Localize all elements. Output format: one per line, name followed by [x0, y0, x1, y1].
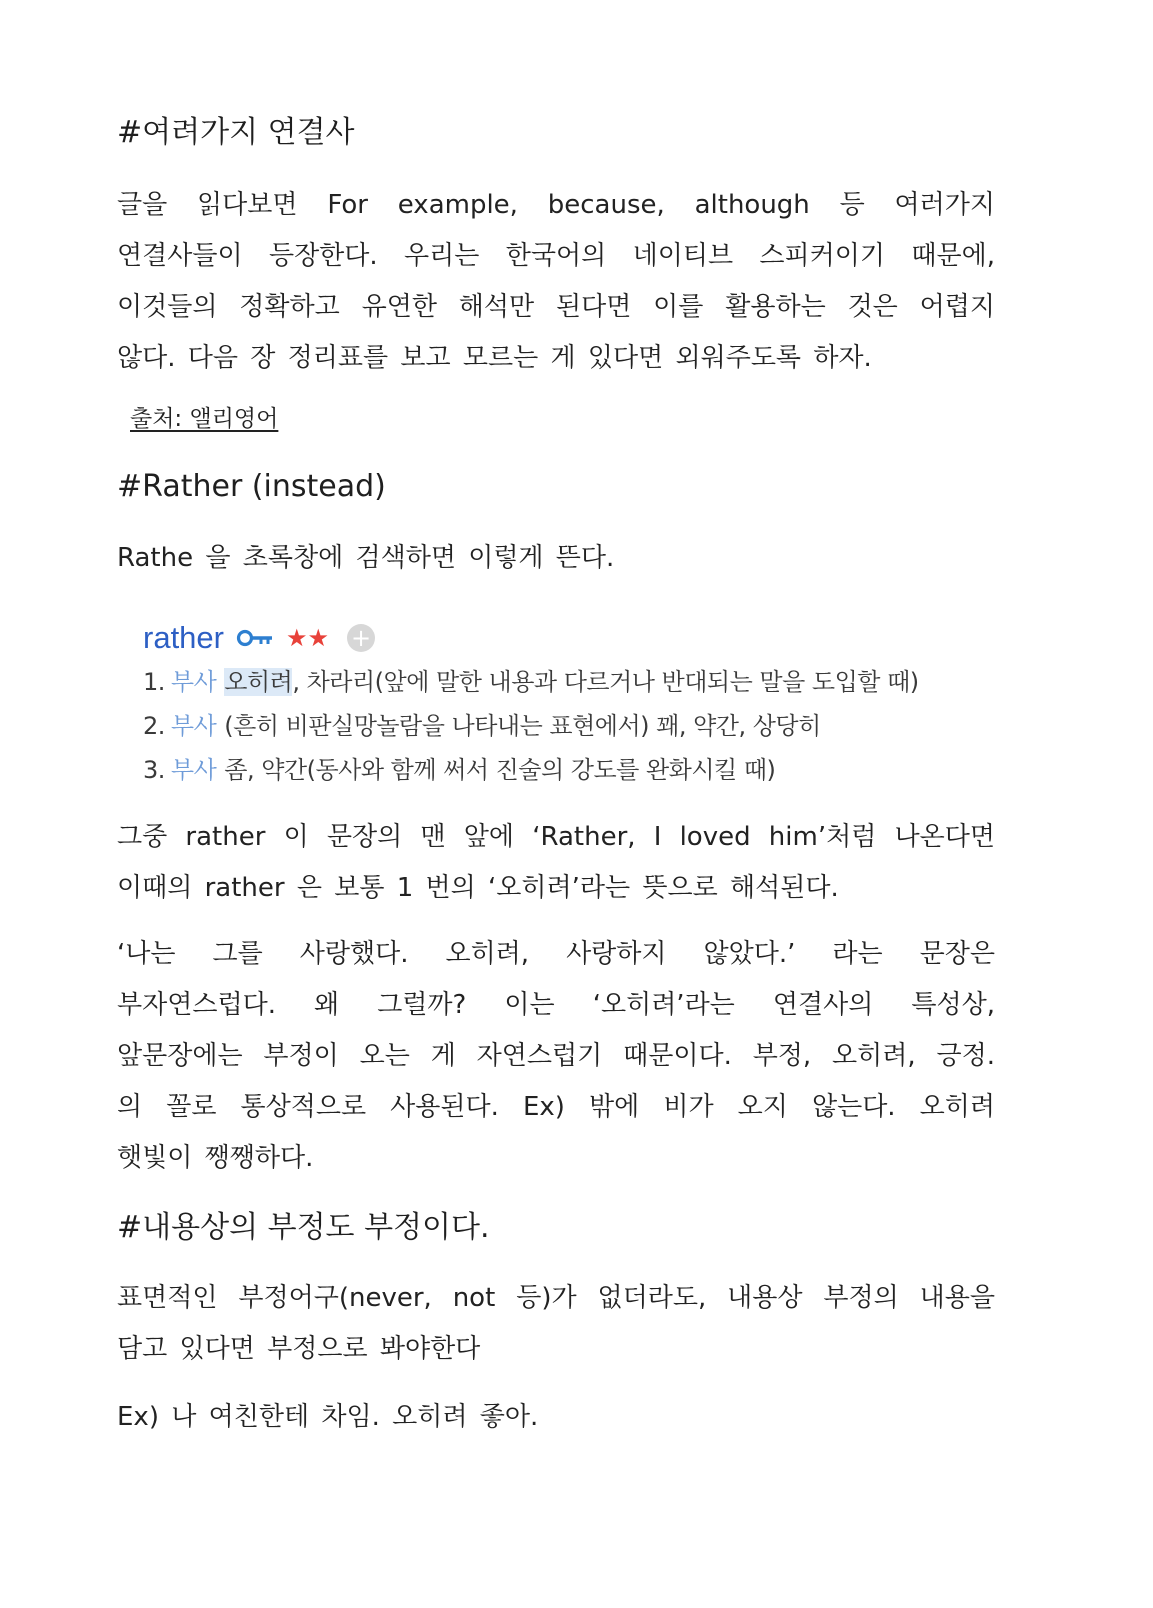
- definition-text: , 차라리(앞에 말한 내용과 다르거나 반대되는 말을 도입할 때): [292, 668, 919, 696]
- example-sentence: Ex) 나 여친한테 차임. 오히려 좋아.: [117, 1402, 539, 1432]
- paragraph-implicit-negation: [117, 1273, 995, 1375]
- source-link[interactable]: 출처: 앨리영어: [130, 406, 279, 432]
- definition-number: 3.: [143, 756, 165, 784]
- heading-connectives: #여려가지 연결사: [117, 115, 355, 150]
- text-line: 의 꼴로 통상적으로 사용된다. Ex) 밖에 비가 오지 않는다. 오히려: [117, 1092, 995, 1122]
- paragraph-rather-usage: [117, 812, 995, 914]
- text-line: 햇빛이 쨍쨍하다.: [117, 1143, 314, 1173]
- key-icon: [236, 628, 274, 648]
- text-line: 그중 rather 이 문장의 맨 앞에 ‘Rather, I loved him’처럼 나온다면: [117, 822, 995, 852]
- text-line: 표면적인 부정어구(never, not 등)가 없더라도, 내용상 부정의 내용을: [117, 1283, 995, 1313]
- text-line: 부자연스럽다. 왜 그럴까? 이는 ‘오히려’라는 연결사의 특성상,: [117, 990, 995, 1020]
- paragraph-search-intro: Rathe 을 초록창에 검색하면 이렇게 뜬다.: [117, 543, 615, 573]
- dictionary-definition: [143, 748, 973, 792]
- text-line: 글을 읽다보면 For example, because, although 등 여러가지: [117, 190, 995, 220]
- dictionary-snippet: [143, 616, 973, 792]
- text-line: 연결사들이 등장한다. 우리는 한국어의 네이티브 스피커이기 때문에,: [117, 241, 995, 271]
- highlighted-meaning: 오히려: [224, 668, 293, 696]
- definition-number: 1.: [143, 668, 165, 696]
- plus-icon[interactable]: +: [347, 624, 375, 652]
- text-line: 이것들의 정확하고 유연한 해석만 된다면 이를 활용하는 것은 어렵지: [117, 292, 995, 322]
- definition-number: 2.: [143, 712, 165, 740]
- text-line: ‘나는 그를 사랑했다. 오히려, 사랑하지 않았다.’ 라는 문장은: [117, 939, 995, 969]
- text-line: 앞문장에는 부정이 오는 게 자연스럽기 때문이다. 부정, 오히려, 긍정.: [117, 1041, 995, 1071]
- text-line: 이때의 rather 은 보통 1 번의 ‘오히려’라는 뜻으로 해석된다.: [117, 873, 839, 903]
- part-of-speech: 부사: [170, 712, 217, 740]
- paragraph-connectives-intro: [117, 180, 995, 384]
- definition-text: 좀, 약간(동사와 함께 써서 진술의 강도를 완화시킬 때): [224, 756, 776, 784]
- paragraph-rather-explanation: [117, 929, 995, 1184]
- rating-stars: ★★: [285, 624, 330, 652]
- text-line: 담고 있다면 부정으로 봐야한다: [117, 1334, 481, 1364]
- dictionary-header: [143, 616, 973, 660]
- part-of-speech: 부사: [170, 668, 217, 696]
- definition-text: (흔히 비판실망놀람을 나타내는 표현에서) 꽤, 약간, 상당히: [224, 712, 821, 740]
- dictionary-definition: [143, 660, 973, 704]
- text-line: 않다. 다음 장 정리표를 보고 모르는 게 있다면 외워주도록 하자.: [117, 343, 872, 373]
- dictionary-definition: [143, 704, 973, 748]
- heading-rather: #Rather (instead): [117, 469, 386, 504]
- dictionary-word: rather: [143, 620, 224, 655]
- heading-implicit-negation: #내용상의 부정도 부정이다.: [117, 1210, 490, 1245]
- part-of-speech: 부사: [170, 756, 217, 784]
